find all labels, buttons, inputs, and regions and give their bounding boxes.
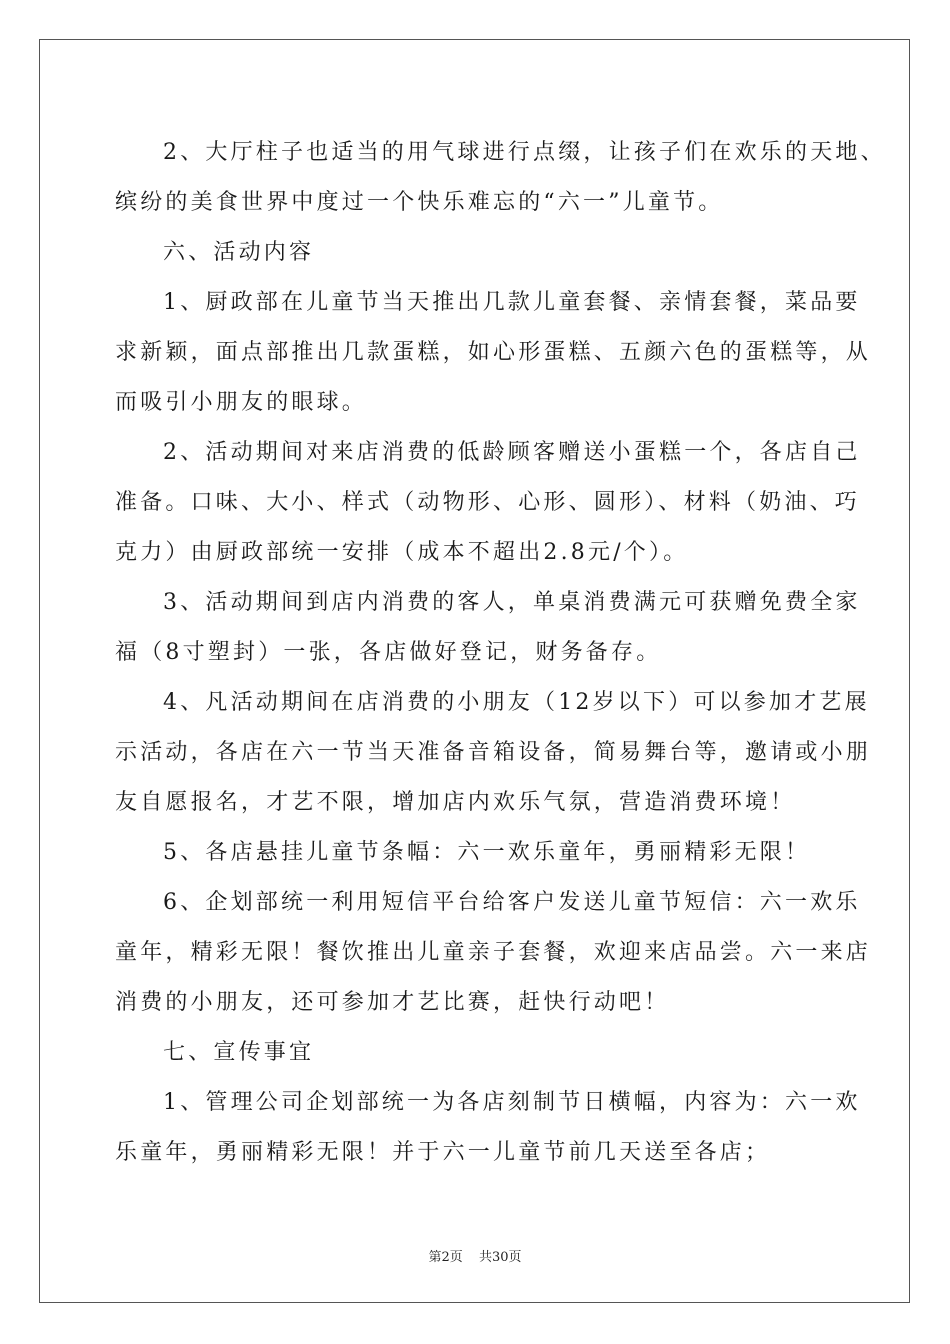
text-line: 福（8寸塑封）一张，各店做好登记，财务备存。 (115, 640, 662, 665)
document-body (115, 128, 886, 1178)
text-line: 1、厨政部在儿童节当天推出几款儿童套餐、亲情套餐，菜品要 (163, 290, 861, 315)
text-line: 乐童年，勇丽精彩无限！并于六一儿童节前几天送至各店； (115, 1140, 771, 1165)
section-heading: 七、宣传事宜 (163, 1040, 315, 1065)
text-line: 友自愿报名，才艺不限，增加店内欢乐气氛，营造消费环境！ (115, 790, 796, 815)
text-line: 消费的小朋友，还可参加才艺比赛，赶快行动吧！ (115, 990, 670, 1015)
page-footer (0, 1246, 950, 1265)
text-line: 准备。口味、大小、样式（动物形、心形、圆形）、材料（奶油、巧 (115, 490, 861, 515)
text-line: 2、大厅柱子也适当的用气球进行点缀，让孩子们在欢乐的天地、 (163, 140, 886, 165)
page-total: 共30页 (478, 1250, 522, 1265)
section-heading: 六、活动内容 (163, 240, 315, 265)
text-line: 童年，精彩无限！餐饮推出儿童亲子套餐，欢迎来店品尝。六一来店 (115, 940, 872, 965)
text-line: 克力）由厨政部统一安排（成本不超出2.8元/个）。 (115, 540, 689, 565)
text-line: 3、活动期间到店内消费的客人，单桌消费满元可获赠免费全家 (163, 590, 861, 615)
text-line: 求新颖，面点部推出几款蛋糕，如心形蛋糕、五颜六色的蛋糕等，从 (115, 340, 872, 365)
text-line: 5、各店悬挂儿童节条幅：六一欢乐童年，勇丽精彩无限！ (163, 840, 811, 865)
text-line: 4、凡活动期间在店消费的小朋友（12岁以下）可以参加才艺展 (163, 690, 870, 715)
text-line: 缤纷的美食世界中度过一个快乐难忘的“六一”儿童节。 (115, 190, 724, 215)
text-line: 6、企划部统一利用短信平台给客户发送儿童节短信：六一欢乐 (163, 890, 861, 915)
text-line: 而吸引小朋友的眼球。 (115, 390, 368, 415)
text-line: 1、管理公司企划部统一为各店刻制节日横幅，内容为：六一欢 (163, 1090, 861, 1115)
text-line: 示活动，各店在六一节当天准备音箱设备，简易舞台等，邀请或小朋 (115, 740, 872, 765)
page-number: 第2页 (428, 1250, 463, 1265)
text-line: 2、活动期间对来店消费的低龄顾客赠送小蛋糕一个，各店自己 (163, 440, 861, 465)
